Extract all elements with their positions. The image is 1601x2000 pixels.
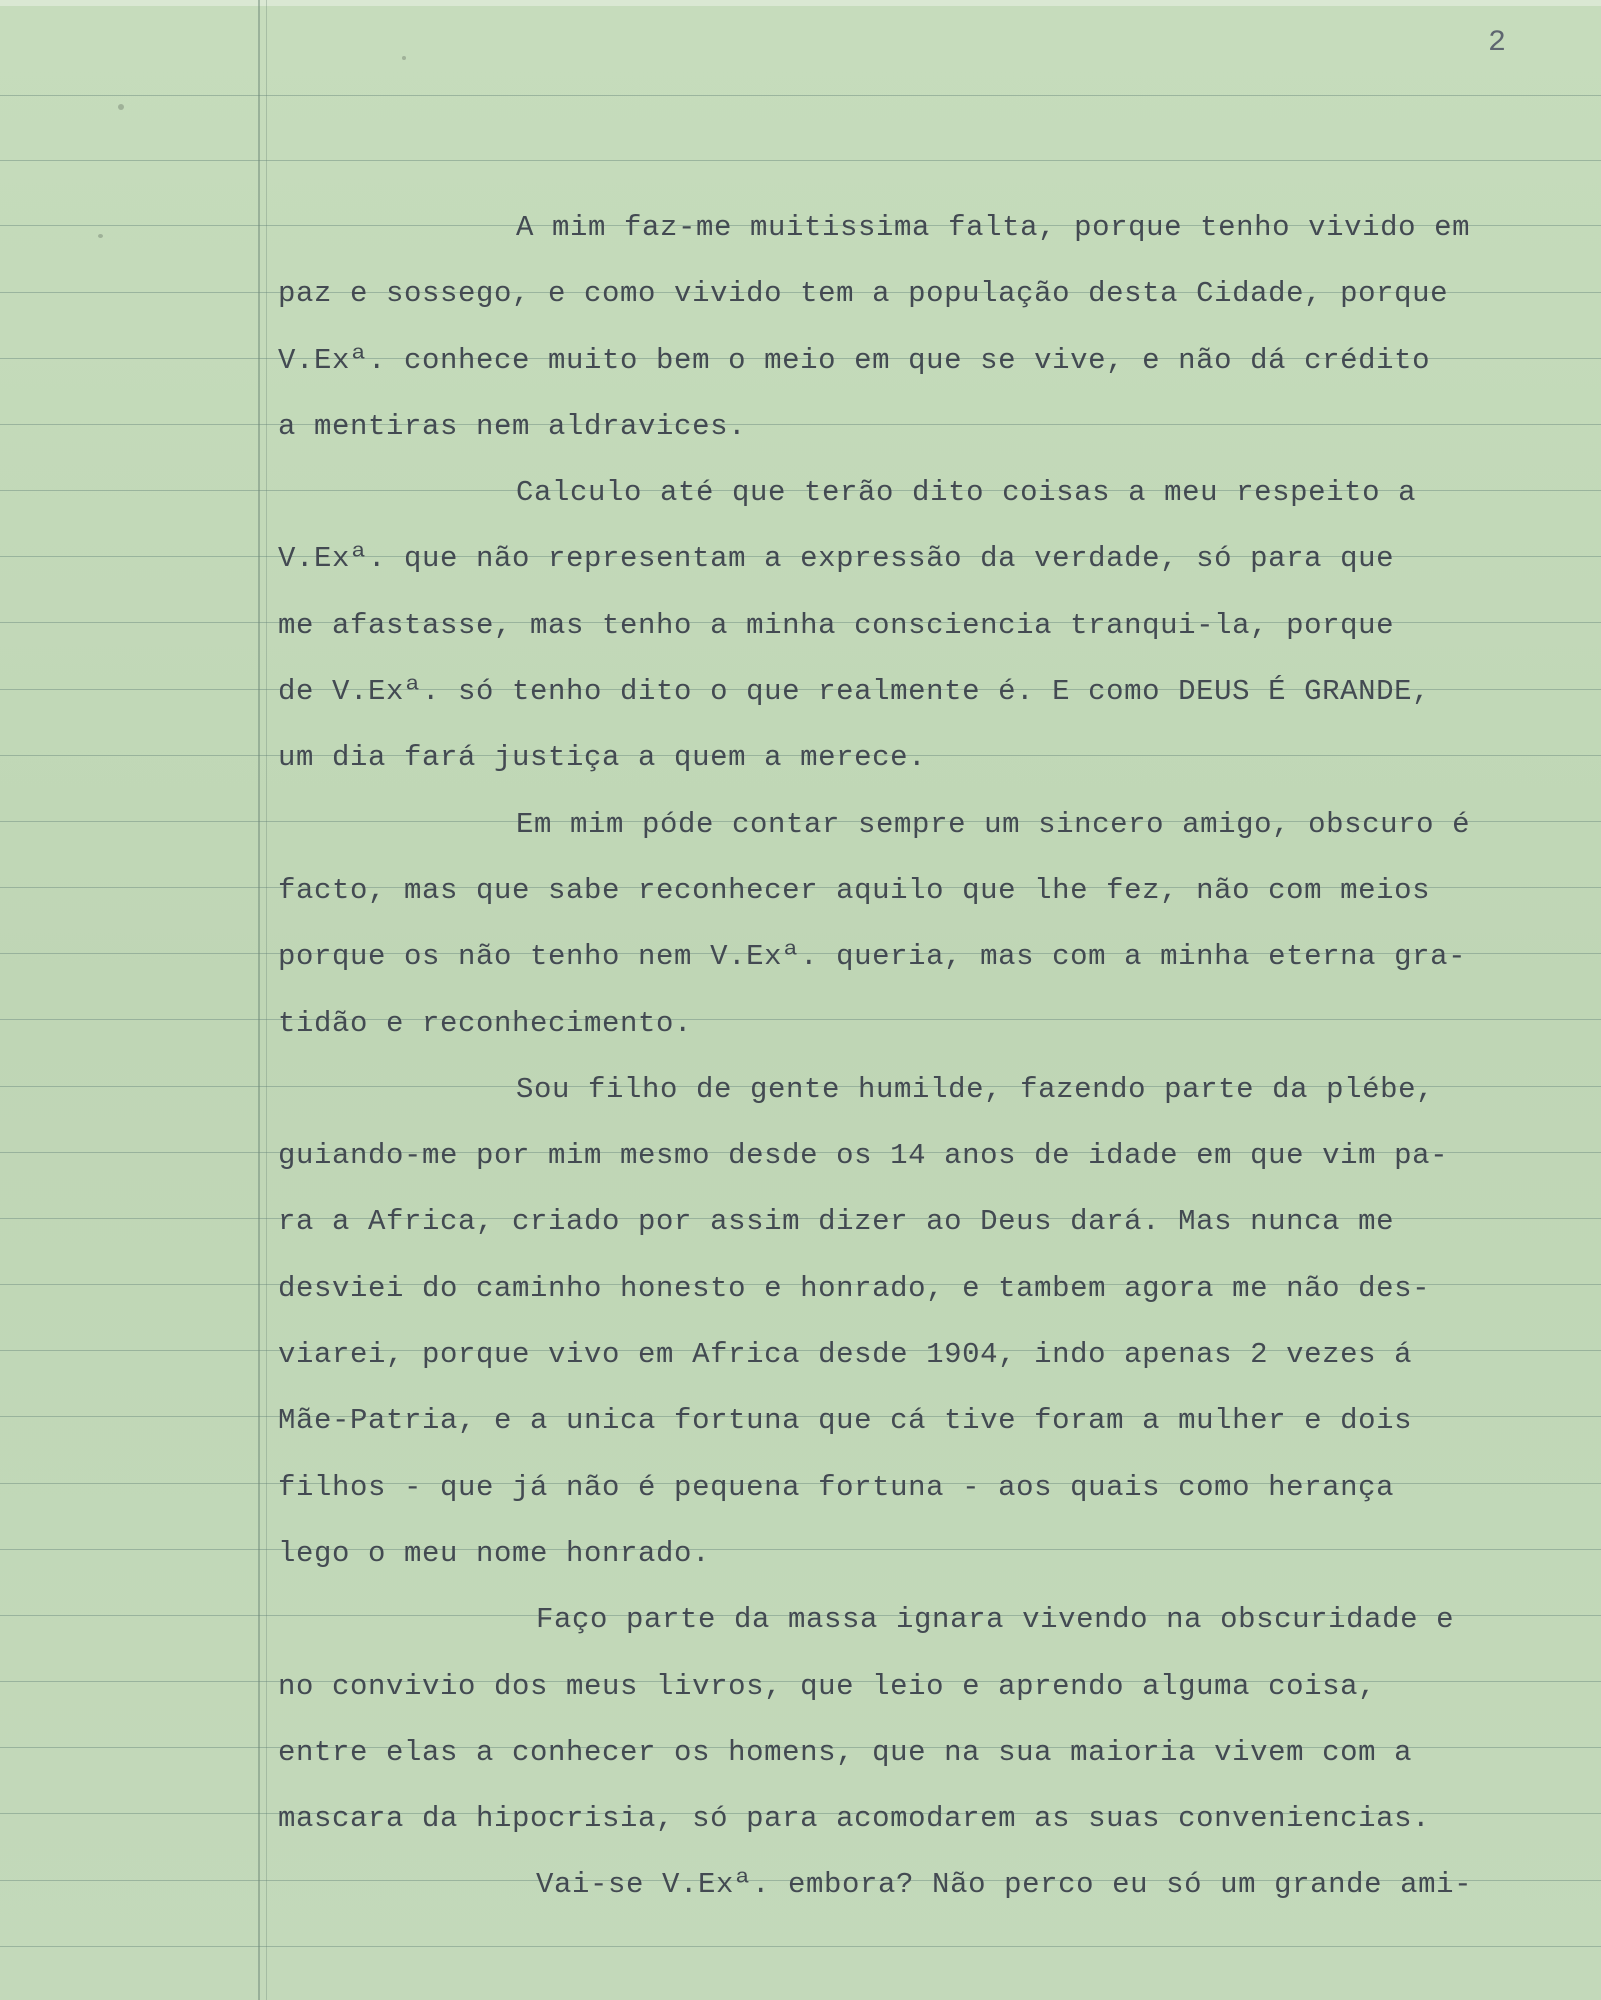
text-line: desviei do caminho honesto e honrado, e tambem agora me não des-	[278, 1271, 1431, 1305]
text-line: viarei, porque vivo em Africa desde 1904, indo apenas 2 vezes á	[278, 1338, 1413, 1372]
text-line: V.Exª. que não representam a expressão da verdade, só para que	[278, 542, 1395, 576]
page-number: 2	[1488, 26, 1507, 60]
paper-spot	[98, 234, 103, 238]
text-line: entre elas a conhecer os homens, que na sua maioria vivem com a	[278, 1735, 1413, 1769]
text-line: lego o meu nome honrado.	[278, 1536, 711, 1570]
text-line: filhos - que já não é pequena fortuna - aos quais como herança	[278, 1470, 1395, 1504]
text-line: um dia fará justiça a quem a merece.	[278, 741, 927, 775]
text-line: Em mim póde contar sempre um sincero amigo, obscuro é	[516, 807, 1471, 841]
text-line: Sou filho de gente humilde, fazendo parte da plébe,	[516, 1072, 1435, 1106]
text-line: me afastasse, mas tenho a minha consciencia tranqui-la, porque	[278, 608, 1395, 642]
paper-spot	[118, 104, 124, 110]
ruled-line	[0, 1946, 1601, 1947]
text-line: guiando-me por mim mesmo desde os 14 anos de idade em que vim pa-	[278, 1139, 1449, 1173]
left-margin-line	[258, 0, 260, 2000]
text-line: de V.Exª. só tenho dito o que realmente é. E como DEUS É GRANDE,	[278, 675, 1431, 709]
text-line: a mentiras nem aldravices.	[278, 409, 747, 443]
text-line: Calculo até que terão dito coisas a meu respeito a	[516, 476, 1417, 510]
left-margin-line-inner	[266, 0, 267, 2000]
text-line: no convivio dos meus livros, que leio e aprendo alguma coisa,	[278, 1669, 1377, 1703]
text-line: porque os não tenho nem V.Exª. queria, mas com a minha eterna gra-	[278, 940, 1467, 974]
paper-top-edge	[0, 0, 1601, 6]
ruled-line	[0, 95, 1601, 96]
letter-body	[278, 195, 1588, 1919]
text-line: V.Exª. conhece muito bem o meio em que se vive, e não dá crédito	[278, 343, 1431, 377]
text-line: Mãe-Patria, e a unica fortuna que cá tive foram a mulher e dois	[278, 1404, 1413, 1438]
text-line: facto, mas que sabe reconhecer aquilo que lhe fez, não com meios	[278, 873, 1431, 907]
text-line: ra a Africa, criado por assim dizer ao Deus dará. Mas nunca me	[278, 1205, 1395, 1239]
text-line: A mim faz-me muitissima falta, porque tenho vivido em	[516, 211, 1471, 244]
text-line: mascara da hipocrisia, só para acomodarem as suas conveniencias.	[278, 1802, 1431, 1836]
text-line: Vai-se V.Exª. embora? Não perco eu só um grande ami-	[536, 1868, 1473, 1902]
ruled-line	[0, 160, 1601, 161]
text-line: Faço parte da massa ignara vivendo na obscuridade e	[536, 1603, 1455, 1637]
paper-spot	[402, 56, 406, 60]
text-line: paz e sossego, e como vivido tem a população desta Cidade, porque	[278, 277, 1449, 311]
text-line: tidão e reconhecimento.	[278, 1006, 693, 1040]
